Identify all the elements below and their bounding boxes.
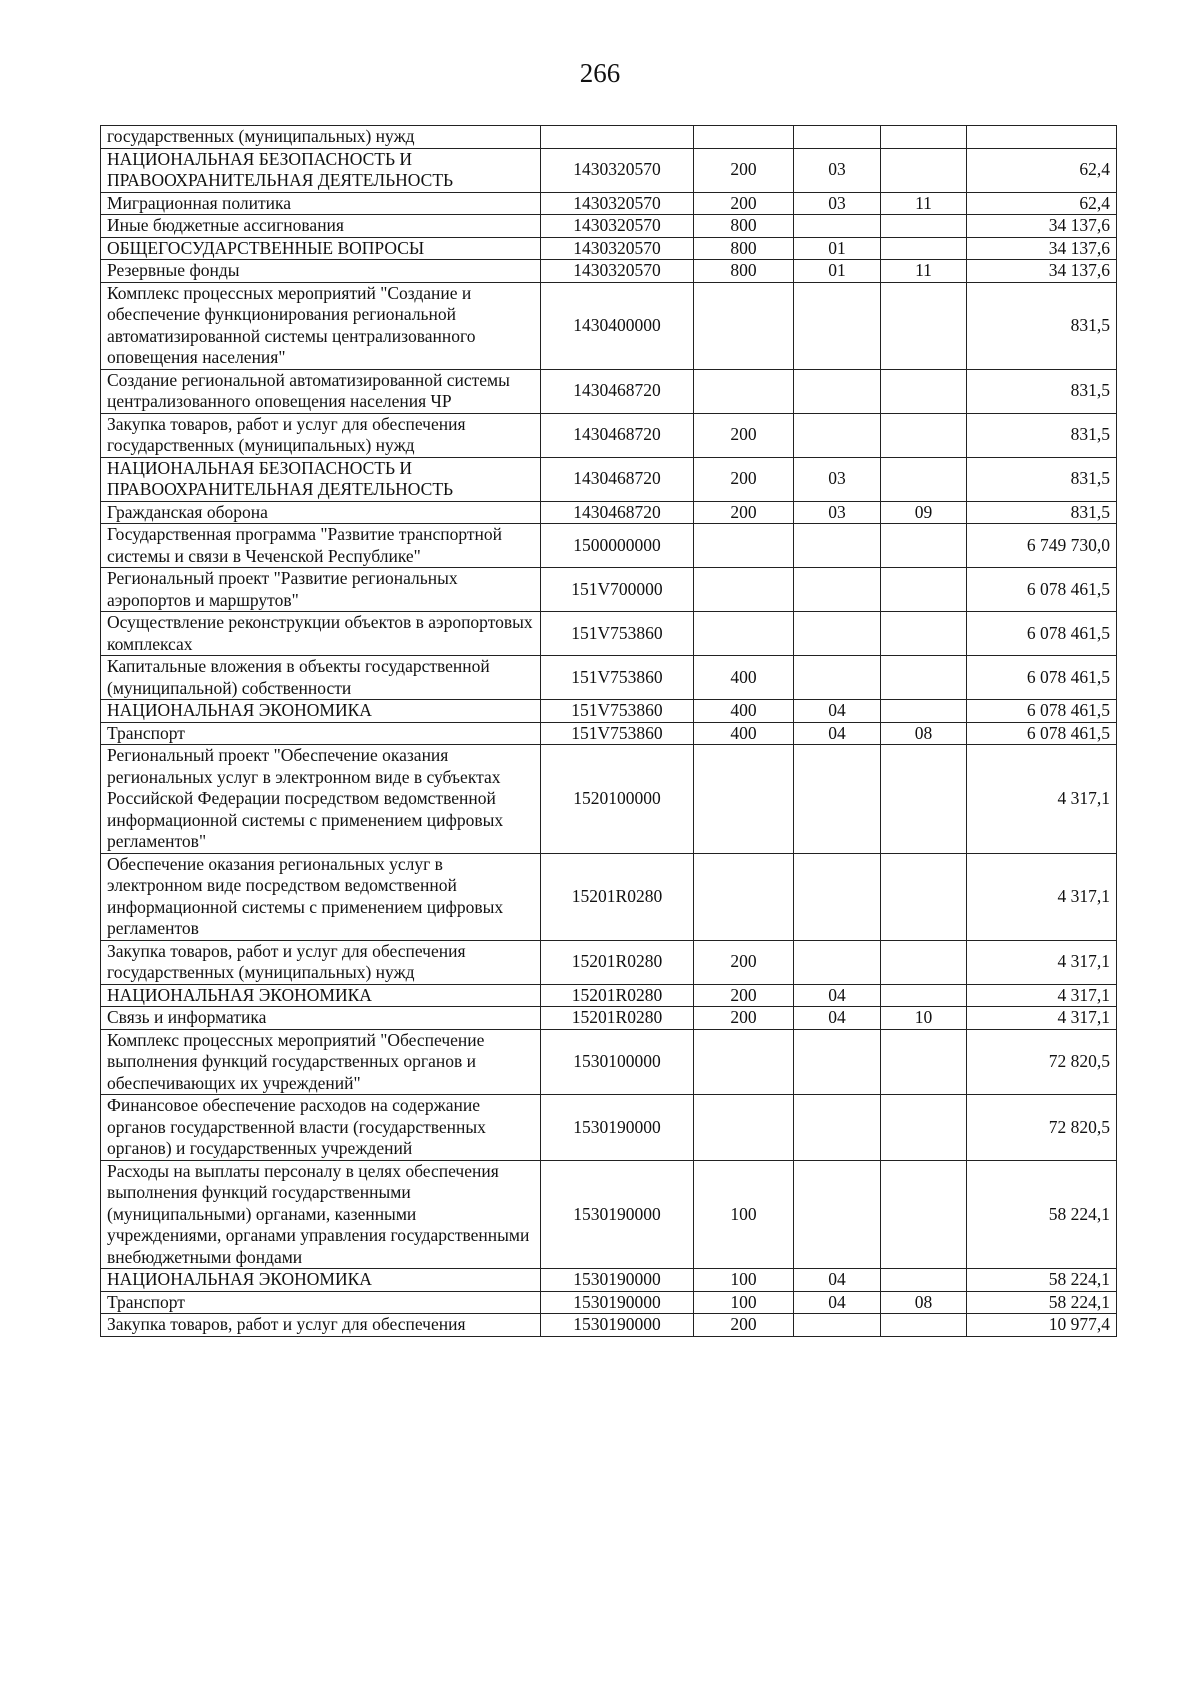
cell-target-article: 151V753860 xyxy=(541,700,694,723)
cell-target-article: 151V700000 xyxy=(541,568,694,612)
cell-subsection xyxy=(881,524,967,568)
cell-name: Связь и информатика xyxy=(101,1007,541,1030)
cell-amount: 6 078 461,5 xyxy=(967,700,1117,723)
cell-section xyxy=(794,745,881,854)
cell-expense-type: 200 xyxy=(694,501,794,524)
table-row xyxy=(101,940,1117,984)
cell-section: 03 xyxy=(794,457,881,501)
cell-expense-type: 200 xyxy=(694,984,794,1007)
cell-amount: 4 317,1 xyxy=(967,1007,1117,1030)
table-row xyxy=(101,413,1117,457)
cell-expense-type: 800 xyxy=(694,237,794,260)
cell-amount: 831,5 xyxy=(967,501,1117,524)
cell-subsection: 08 xyxy=(881,722,967,745)
cell-subsection xyxy=(881,656,967,700)
table-row xyxy=(101,568,1117,612)
cell-amount: 831,5 xyxy=(967,457,1117,501)
cell-subsection xyxy=(881,237,967,260)
cell-target-article: 151V753860 xyxy=(541,722,694,745)
cell-target-article: 15201R0280 xyxy=(541,984,694,1007)
cell-subsection: 08 xyxy=(881,1291,967,1314)
cell-target-article: 1530190000 xyxy=(541,1269,694,1292)
cell-expense-type xyxy=(694,745,794,854)
cell-name: Осуществление реконструкции объектов в аэропортовых комплексах xyxy=(101,612,541,656)
cell-section xyxy=(794,612,881,656)
cell-section xyxy=(794,940,881,984)
cell-name: Государственная программа "Развитие транспортной системы и связи в Чеченской Республике" xyxy=(101,524,541,568)
cell-section: 04 xyxy=(794,722,881,745)
cell-name: Резервные фонды xyxy=(101,260,541,283)
cell-amount: 58 224,1 xyxy=(967,1291,1117,1314)
cell-expense-type: 100 xyxy=(694,1160,794,1269)
cell-amount: 6 078 461,5 xyxy=(967,656,1117,700)
cell-expense-type xyxy=(694,612,794,656)
cell-expense-type: 800 xyxy=(694,215,794,238)
cell-section xyxy=(794,656,881,700)
table-row xyxy=(101,260,1117,283)
cell-expense-type xyxy=(694,853,794,940)
cell-target-article: 1430320570 xyxy=(541,192,694,215)
table-row xyxy=(101,1029,1117,1095)
cell-target-article: 1430468720 xyxy=(541,369,694,413)
cell-expense-type xyxy=(694,568,794,612)
cell-name: Гражданская оборона xyxy=(101,501,541,524)
cell-target-article: 1520100000 xyxy=(541,745,694,854)
cell-target-article xyxy=(541,126,694,149)
cell-subsection xyxy=(881,282,967,369)
cell-subsection xyxy=(881,853,967,940)
table-row xyxy=(101,524,1117,568)
cell-amount: 34 137,6 xyxy=(967,215,1117,238)
cell-amount: 34 137,6 xyxy=(967,260,1117,283)
cell-subsection xyxy=(881,126,967,149)
cell-section: 04 xyxy=(794,1291,881,1314)
cell-amount: 62,4 xyxy=(967,148,1117,192)
cell-name: ОБЩЕГОСУДАРСТВЕННЫЕ ВОПРОСЫ xyxy=(101,237,541,260)
table-row xyxy=(101,745,1117,854)
cell-section: 04 xyxy=(794,700,881,723)
cell-section xyxy=(794,369,881,413)
cell-subsection: 10 xyxy=(881,1007,967,1030)
cell-expense-type: 200 xyxy=(694,1007,794,1030)
cell-target-article: 1430320570 xyxy=(541,237,694,260)
table-row xyxy=(101,192,1117,215)
cell-subsection xyxy=(881,215,967,238)
table-row xyxy=(101,215,1117,238)
cell-amount: 831,5 xyxy=(967,282,1117,369)
cell-name: НАЦИОНАЛЬНАЯ ЭКОНОМИКА xyxy=(101,984,541,1007)
cell-expense-type: 800 xyxy=(694,260,794,283)
cell-target-article: 151V753860 xyxy=(541,656,694,700)
cell-target-article: 15201R0280 xyxy=(541,940,694,984)
cell-subsection xyxy=(881,1160,967,1269)
cell-target-article: 1430320570 xyxy=(541,215,694,238)
cell-section xyxy=(794,215,881,238)
cell-expense-type xyxy=(694,1029,794,1095)
cell-name: Транспорт xyxy=(101,1291,541,1314)
cell-expense-type: 400 xyxy=(694,722,794,745)
cell-name: Транспорт xyxy=(101,722,541,745)
cell-expense-type: 400 xyxy=(694,656,794,700)
cell-amount: 831,5 xyxy=(967,369,1117,413)
cell-target-article: 1530190000 xyxy=(541,1291,694,1314)
table-row xyxy=(101,984,1117,1007)
cell-section xyxy=(794,1095,881,1161)
cell-amount: 62,4 xyxy=(967,192,1117,215)
cell-expense-type xyxy=(694,1095,794,1161)
page-number: 266 xyxy=(579,58,621,88)
cell-subsection xyxy=(881,1029,967,1095)
cell-amount: 58 224,1 xyxy=(967,1160,1117,1269)
table-row xyxy=(101,1007,1117,1030)
cell-amount: 6 078 461,5 xyxy=(967,568,1117,612)
cell-amount: 4 317,1 xyxy=(967,853,1117,940)
cell-name: Закупка товаров, работ и услуг для обеспечения государственных (муниципальных) нужд xyxy=(101,940,541,984)
cell-name: Региональный проект "Развитие региональных аэропортов и маршрутов" xyxy=(101,568,541,612)
cell-section xyxy=(794,524,881,568)
table-row xyxy=(101,853,1117,940)
cell-target-article: 1500000000 xyxy=(541,524,694,568)
cell-name: Миграционная политика xyxy=(101,192,541,215)
cell-subsection: 09 xyxy=(881,501,967,524)
table-row xyxy=(101,126,1117,149)
cell-subsection xyxy=(881,369,967,413)
cell-subsection xyxy=(881,1269,967,1292)
table-row xyxy=(101,1160,1117,1269)
table-row xyxy=(101,148,1117,192)
cell-target-article: 1530190000 xyxy=(541,1160,694,1269)
cell-subsection xyxy=(881,457,967,501)
table-row xyxy=(101,656,1117,700)
cell-section xyxy=(794,282,881,369)
cell-subsection xyxy=(881,745,967,854)
cell-subsection xyxy=(881,1095,967,1161)
cell-amount: 34 137,6 xyxy=(967,237,1117,260)
cell-expense-type: 200 xyxy=(694,457,794,501)
cell-expense-type: 100 xyxy=(694,1291,794,1314)
cell-subsection xyxy=(881,984,967,1007)
cell-expense-type: 400 xyxy=(694,700,794,723)
cell-target-article: 1430400000 xyxy=(541,282,694,369)
cell-section: 04 xyxy=(794,984,881,1007)
cell-expense-type: 200 xyxy=(694,1314,794,1337)
cell-subsection xyxy=(881,940,967,984)
cell-name: НАЦИОНАЛЬНАЯ БЕЗОПАСНОСТЬ И ПРАВООХРАНИТЕЛЬНАЯ ДЕЯТЕЛЬНОСТЬ xyxy=(101,457,541,501)
cell-subsection xyxy=(881,1314,967,1337)
cell-subsection xyxy=(881,612,967,656)
budget-table xyxy=(100,125,1117,1337)
cell-amount: 72 820,5 xyxy=(967,1095,1117,1161)
cell-name: НАЦИОНАЛЬНАЯ БЕЗОПАСНОСТЬ И ПРАВООХРАНИТЕЛЬНАЯ ДЕЯТЕЛЬНОСТЬ xyxy=(101,148,541,192)
cell-target-article: 1530190000 xyxy=(541,1095,694,1161)
cell-amount: 831,5 xyxy=(967,413,1117,457)
cell-section: 01 xyxy=(794,237,881,260)
cell-expense-type xyxy=(694,282,794,369)
table-row xyxy=(101,1095,1117,1161)
table-row xyxy=(101,237,1117,260)
cell-target-article: 1430468720 xyxy=(541,413,694,457)
cell-expense-type: 100 xyxy=(694,1269,794,1292)
cell-section xyxy=(794,853,881,940)
cell-section: 03 xyxy=(794,192,881,215)
cell-expense-type: 200 xyxy=(694,413,794,457)
cell-subsection xyxy=(881,148,967,192)
cell-section: 04 xyxy=(794,1269,881,1292)
cell-amount: 72 820,5 xyxy=(967,1029,1117,1095)
cell-expense-type: 200 xyxy=(694,940,794,984)
cell-name: Региональный проект "Обеспечение оказания региональных услуг в электронном виде в субъектах Российской Федерации посредством ведомственной информационной системы с применением цифровых регламентов" xyxy=(101,745,541,854)
cell-expense-type: 200 xyxy=(694,192,794,215)
budget-table-body xyxy=(101,126,1117,1337)
table-row xyxy=(101,501,1117,524)
cell-section xyxy=(794,413,881,457)
cell-section xyxy=(794,1029,881,1095)
cell-name: НАЦИОНАЛЬНАЯ ЭКОНОМИКА xyxy=(101,1269,541,1292)
cell-amount: 6 749 730,0 xyxy=(967,524,1117,568)
cell-subsection xyxy=(881,413,967,457)
cell-section: 03 xyxy=(794,148,881,192)
cell-expense-type: 200 xyxy=(694,148,794,192)
cell-name: Капитальные вложения в объекты государственной (муниципальной) собственности xyxy=(101,656,541,700)
table-row xyxy=(101,457,1117,501)
cell-name: государственных (муниципальных) нужд xyxy=(101,126,541,149)
cell-amount: 4 317,1 xyxy=(967,940,1117,984)
cell-target-article: 1430320570 xyxy=(541,260,694,283)
cell-target-article: 1530190000 xyxy=(541,1314,694,1337)
cell-name: Комплекс процессных мероприятий "Создание и обеспечение функционирования региональной автоматизированной системы централизованного оповещения населения" xyxy=(101,282,541,369)
cell-amount: 4 317,1 xyxy=(967,745,1117,854)
cell-target-article: 1430320570 xyxy=(541,148,694,192)
cell-name: Создание региональной автоматизированной системы централизованного оповещения населения ЧР xyxy=(101,369,541,413)
cell-name: НАЦИОНАЛЬНАЯ ЭКОНОМИКА xyxy=(101,700,541,723)
table-row xyxy=(101,700,1117,723)
cell-amount xyxy=(967,126,1117,149)
cell-amount: 58 224,1 xyxy=(967,1269,1117,1292)
table-row xyxy=(101,1269,1117,1292)
cell-section xyxy=(794,126,881,149)
cell-name: Комплекс процессных мероприятий "Обеспечение выполнения функций государственных органов и обеспечивающих их учреждений" xyxy=(101,1029,541,1095)
cell-target-article: 1430468720 xyxy=(541,457,694,501)
table-row xyxy=(101,282,1117,369)
cell-target-article: 1430468720 xyxy=(541,501,694,524)
cell-section: 03 xyxy=(794,501,881,524)
cell-section xyxy=(794,1314,881,1337)
cell-target-article: 15201R0280 xyxy=(541,853,694,940)
cell-target-article: 151V753860 xyxy=(541,612,694,656)
cell-section: 04 xyxy=(794,1007,881,1030)
cell-section: 01 xyxy=(794,260,881,283)
table-row xyxy=(101,612,1117,656)
cell-name: Закупка товаров, работ и услуг для обеспечения государственных (муниципальных) нужд xyxy=(101,413,541,457)
cell-amount: 10 977,4 xyxy=(967,1314,1117,1337)
table-row xyxy=(101,1291,1117,1314)
cell-expense-type xyxy=(694,369,794,413)
cell-name: Финансовое обеспечение расходов на содержание органов государственной власти (государственных органов) и государственных учреждений xyxy=(101,1095,541,1161)
cell-section xyxy=(794,1160,881,1269)
cell-target-article: 15201R0280 xyxy=(541,1007,694,1030)
cell-target-article: 1530100000 xyxy=(541,1029,694,1095)
cell-subsection xyxy=(881,700,967,723)
cell-expense-type xyxy=(694,524,794,568)
cell-amount: 4 317,1 xyxy=(967,984,1117,1007)
table-row xyxy=(101,722,1117,745)
cell-section xyxy=(794,568,881,612)
cell-expense-type xyxy=(694,126,794,149)
table-row xyxy=(101,369,1117,413)
cell-subsection xyxy=(881,568,967,612)
cell-name: Расходы на выплаты персоналу в целях обеспечения выполнения функций государственными (муниципальными) органами, казенными учреждениями, органами управления государственными внебюджетными фондами xyxy=(101,1160,541,1269)
cell-amount: 6 078 461,5 xyxy=(967,722,1117,745)
cell-subsection: 11 xyxy=(881,260,967,283)
table-row xyxy=(101,1314,1117,1337)
cell-amount: 6 078 461,5 xyxy=(967,612,1117,656)
cell-name: Обеспечение оказания региональных услуг в электронном виде посредством ведомственной информационной системы с применением цифровых регламентов xyxy=(101,853,541,940)
cell-name: Иные бюджетные ассигнования xyxy=(101,215,541,238)
cell-name: Закупка товаров, работ и услуг для обеспечения xyxy=(101,1314,541,1337)
cell-subsection: 11 xyxy=(881,192,967,215)
